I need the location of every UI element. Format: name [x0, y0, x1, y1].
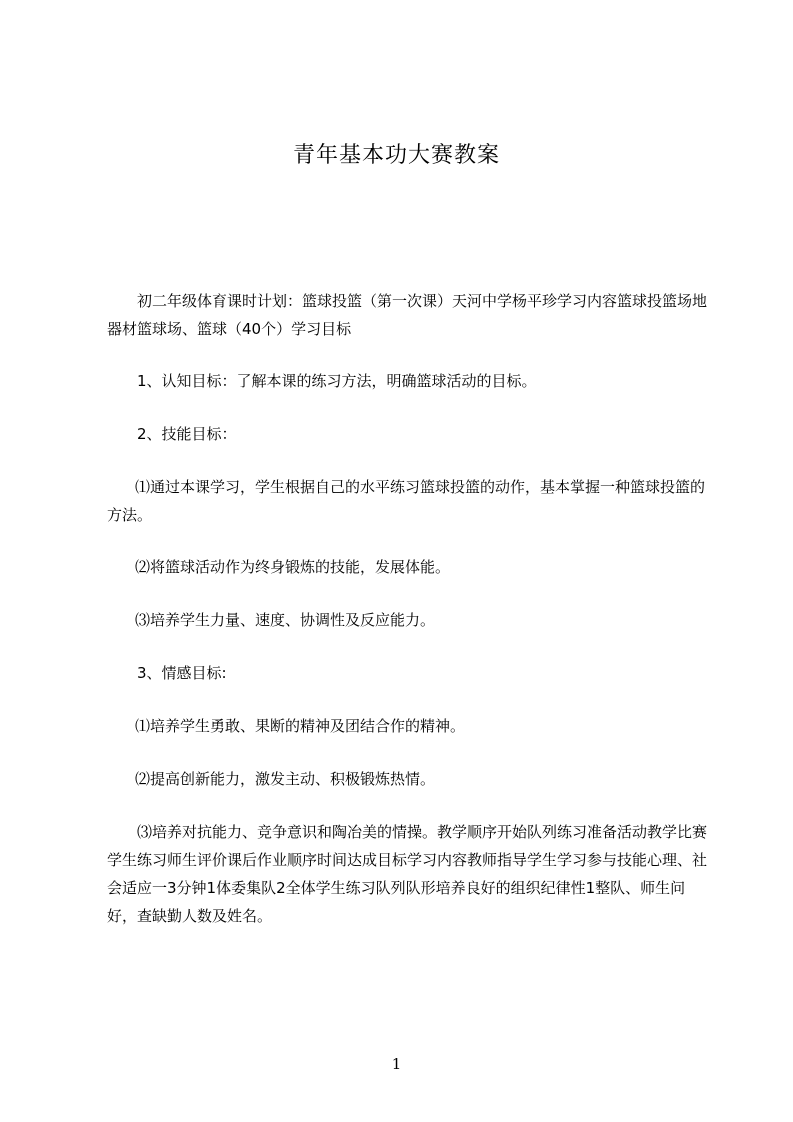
skill-goal-item-1: ⑴通过本课学习，学生根据自己的水平练习篮球投篮的动作，基本掌握一种篮球投篮的方法。 — [107, 478, 706, 524]
skill-goal-heading: 2、技能目标： — [137, 425, 237, 443]
page-number: 1 — [391, 1055, 402, 1073]
emotion-goal-item-3-and-sequence: ⑶培养对抗能力、竞争意识和陶冶美的情操。教学顺序开始队列练习准备活动教学比赛学生练习师生评价课后作业顺序时间达成目标学习内容教师指导学生学习参与技能心理、社会适应一3分钟1体委集队2全体学生练习队列队形培养良好的组织纪律性1整队、师生问好，查缺勤人数及姓名。 — [107, 823, 708, 925]
emotion-goal-heading: 3、情感目标: — [137, 664, 227, 682]
emotion-goal-item-1: ⑴培养学生勇敢、果断的精神及团结合作的精神。 — [135, 717, 466, 735]
cognitive-goal-paragraph: 1、认知目标：了解本课的练习方法，明确篮球活动的目标。 — [137, 372, 537, 390]
intro-paragraph: 初二年级体育课时计划：篮球投篮（第一次课）天河中学杨平珍学习内容篮球投篮场地器材篮球场、篮球（40个）学习目标 — [107, 292, 708, 338]
document-title: 青年基本功大赛教案 — [292, 143, 500, 168]
skill-goal-item-2: ⑵将篮球活动作为终身锻炼的技能，发展体能。 — [135, 558, 451, 576]
emotion-goal-item-2: ⑵提高创新能力，激发主动、积极锻炼热情。 — [135, 770, 436, 788]
skill-goal-item-3: ⑶培养学生力量、速度、协调性及反应能力。 — [135, 611, 436, 629]
